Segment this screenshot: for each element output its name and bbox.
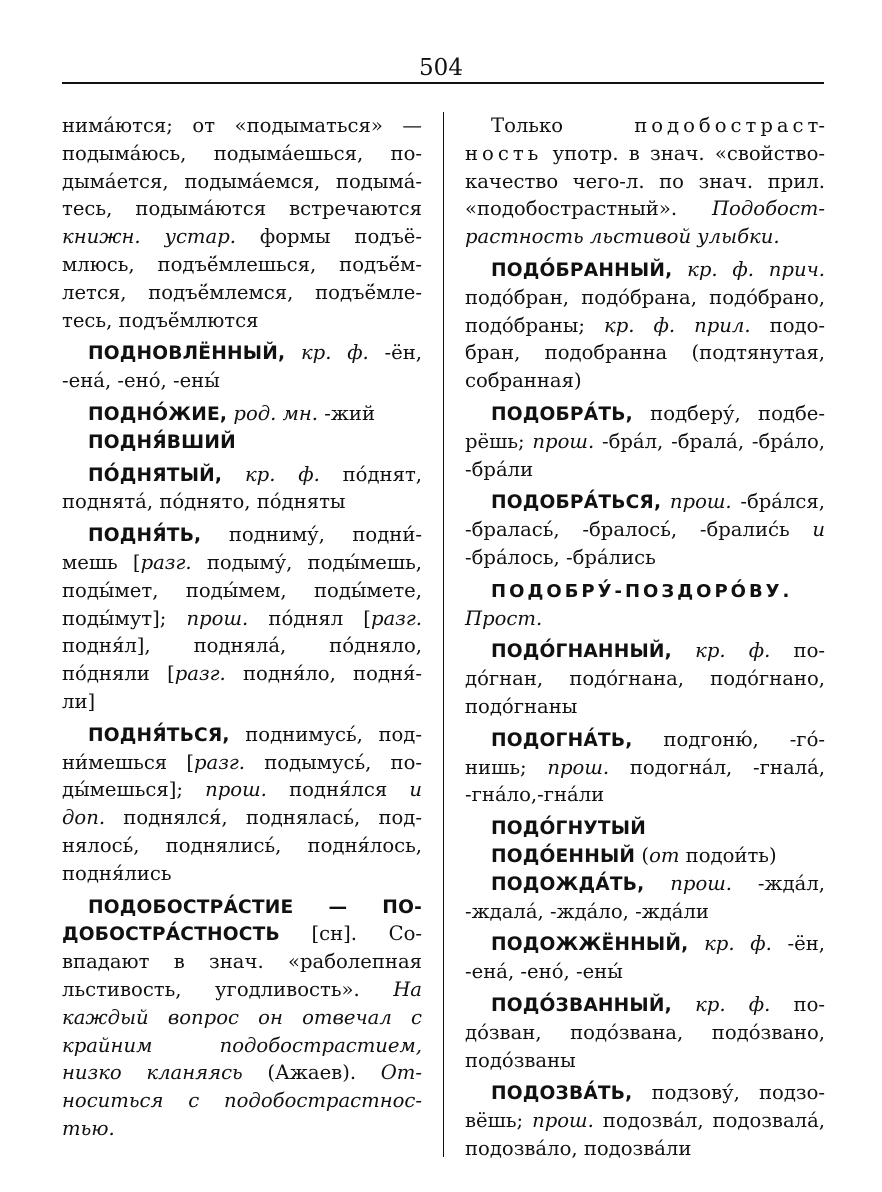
left-column: [62, 112, 422, 1143]
text-line: «подобострастный». Подобост-: [465, 197, 825, 221]
text-line: -бралась́, -бралось́, -бралис́ь и: [465, 518, 825, 542]
text-line: ли]: [62, 689, 96, 713]
text-line: ПОДНО́ЖИЕ, род. мн. -жий: [88, 401, 376, 425]
text-line: бран, подобранна (подтянутая,: [465, 341, 825, 365]
column-divider: [443, 112, 444, 1157]
text-line: подо́бран, подо́брана, подо́брано,: [465, 285, 825, 309]
text-line: вёшь; прош. подозва́л, подозвала́,: [465, 1109, 825, 1133]
text-line: млюсь, подъё́млешься, подъё́м-: [62, 252, 422, 276]
text-line: ПОДОЗВА́ТЬ, подзову́, подзо-: [491, 1081, 825, 1105]
text-line: ПОДНЯ́ТЬСЯ, поднимусь́, под-: [88, 722, 422, 746]
text-line: поды́мут]; прош. по́днял [разг.: [62, 606, 422, 630]
text-line: -гна́ло,-гна́ли: [465, 783, 605, 807]
text-line: носиться с подобострастнос-: [62, 1089, 422, 1113]
text-line: по́дняли [разг. подня́ло, подня́-: [62, 662, 422, 686]
text-line: подня́л], подняла́, по́дняло,: [62, 634, 422, 658]
text-line: -ена́, -ено́, -ены́: [465, 960, 623, 984]
text-line: Прост.: [465, 606, 543, 630]
text-line: подня́лись: [62, 861, 172, 885]
text-line: тесь, подъё́млются: [62, 308, 259, 332]
text-line: подозва́ло, подозва́ли: [465, 1136, 692, 1160]
text-line: рёшь; прош. -бра́л, -брала́, -бра́ло,: [465, 429, 825, 453]
text-line: ПОДОЖДА́ТЬ, прош. -жда́л,: [491, 871, 825, 895]
text-line: ДОБОСТРА́СТНОСТЬ [сн]. Со-: [62, 922, 422, 946]
text-line: льстивость, угодливость». На: [62, 977, 422, 1001]
text-line: ПОДОГНА́ТЬ, подгоню́, -го́-: [491, 727, 825, 751]
text-line: ность употр. в знач. «свойство-: [465, 141, 825, 165]
text-line: тью.: [62, 1116, 115, 1140]
text-line: -бра́лось, -бра́лись: [465, 545, 656, 569]
text-line: ПОДО́ГНУТЫЙ: [491, 818, 646, 840]
text-line: -бра́ли: [465, 457, 534, 481]
text-line: ПОДОБОСТРА́СТИЕ — ПО-: [88, 896, 422, 918]
text-line: качество чего-л. по знач. прил.: [465, 169, 825, 193]
text-line: ни́мешься [разг. подымусь́, по-: [62, 750, 422, 774]
text-line: растность льстивой улыбки.: [465, 225, 780, 249]
text-line: ПОДОБРА́ТЬ, подберу́, подбе-: [491, 401, 825, 425]
text-line: ПОДНОВЛЁННЫЙ, кр. ф. -ён,: [88, 341, 423, 365]
text-line: каждый вопрос он отвечал с: [62, 1005, 422, 1029]
text-line: низко кланяясь (Ажаев). От-: [62, 1061, 422, 1085]
text-line: ды́мешься]; прош. подня́лся и: [62, 778, 422, 802]
text-line: нялось́, поднялись́, подня́лось,: [62, 833, 422, 857]
text-line: ПОДО́ЗВАННЫЙ, кр. ф. по-: [491, 992, 825, 1016]
text-line: поды́мет, поды́мем, поды́мете,: [62, 578, 422, 602]
text-line: тесь, подыма́ются встречаются: [62, 197, 422, 221]
text-line: подо́браны; кр. ф. прил. подо-: [465, 313, 825, 337]
text-line: -ена́, -ено́, -ены́: [62, 369, 220, 393]
text-line: Только подобостраст-: [491, 114, 825, 137]
text-line: поднята́, по́днято, по́дняты: [62, 490, 346, 514]
text-line: ПОДОЖЖЁННЫЙ, кр. ф. -ён,: [491, 932, 826, 956]
text-line: ПОДОБРА́ТЬСЯ, прош. -бра́лся,: [491, 490, 825, 514]
text-line: нима́ются; от «подыматься» —: [62, 114, 422, 137]
right-column: [465, 112, 825, 1163]
text-line: ПОДНЯ́ТЬ, подниму́, подни́-: [88, 523, 422, 547]
text-line: книжн. устар. формы подъё-: [62, 225, 422, 249]
text-line: подыма́юсь, подыма́ешься, по-: [62, 141, 422, 165]
text-line: впадают в знач. «раболепная: [62, 950, 422, 974]
text-line: ПО́ДНЯТЫЙ, кр. ф. по́днят,: [88, 462, 423, 486]
text-line: до́гнан, подо́гнана, подо́гнано,: [465, 667, 825, 691]
text-line: дыма́ется, подыма́емся, подыма́-: [62, 169, 422, 193]
text-line: мешь [разг. подыму́, поды́мешь,: [62, 550, 423, 574]
text-line: лется, подъё́млемся, подъё́мле-: [62, 280, 422, 304]
text-line: собранная): [465, 369, 582, 393]
text-line: -ждала́, -жда́ло, -жда́ли: [465, 899, 709, 923]
text-line: нишь; прош. подогна́л, -гнала́,: [465, 755, 825, 779]
text-line: ПОДНЯ́ВШИЙ: [88, 431, 236, 453]
text-line: подо́гнаны: [465, 694, 578, 718]
page-number: 504: [419, 55, 463, 81]
text-line: ПОДОБРУ́-ПОЗДОРО́ВУ.: [491, 580, 793, 602]
text-line: ПОДО́БРАННЫЙ, кр. ф. прич.: [491, 257, 825, 281]
text-line: до́зван, подо́звана, подо́звано,: [465, 1020, 825, 1044]
text-line: ПОДО́ГНАННЫЙ, кр. ф. по-: [491, 639, 825, 663]
header-rule: [62, 82, 824, 84]
text-line: ПОДО́ЕННЫЙ (от подои́ть): [491, 843, 777, 867]
text-line: доп. поднялся́, поднялась́, под-: [62, 806, 422, 830]
text-line: подо́званы: [465, 1048, 576, 1072]
text-line: крайним подобострастием,: [62, 1033, 422, 1057]
